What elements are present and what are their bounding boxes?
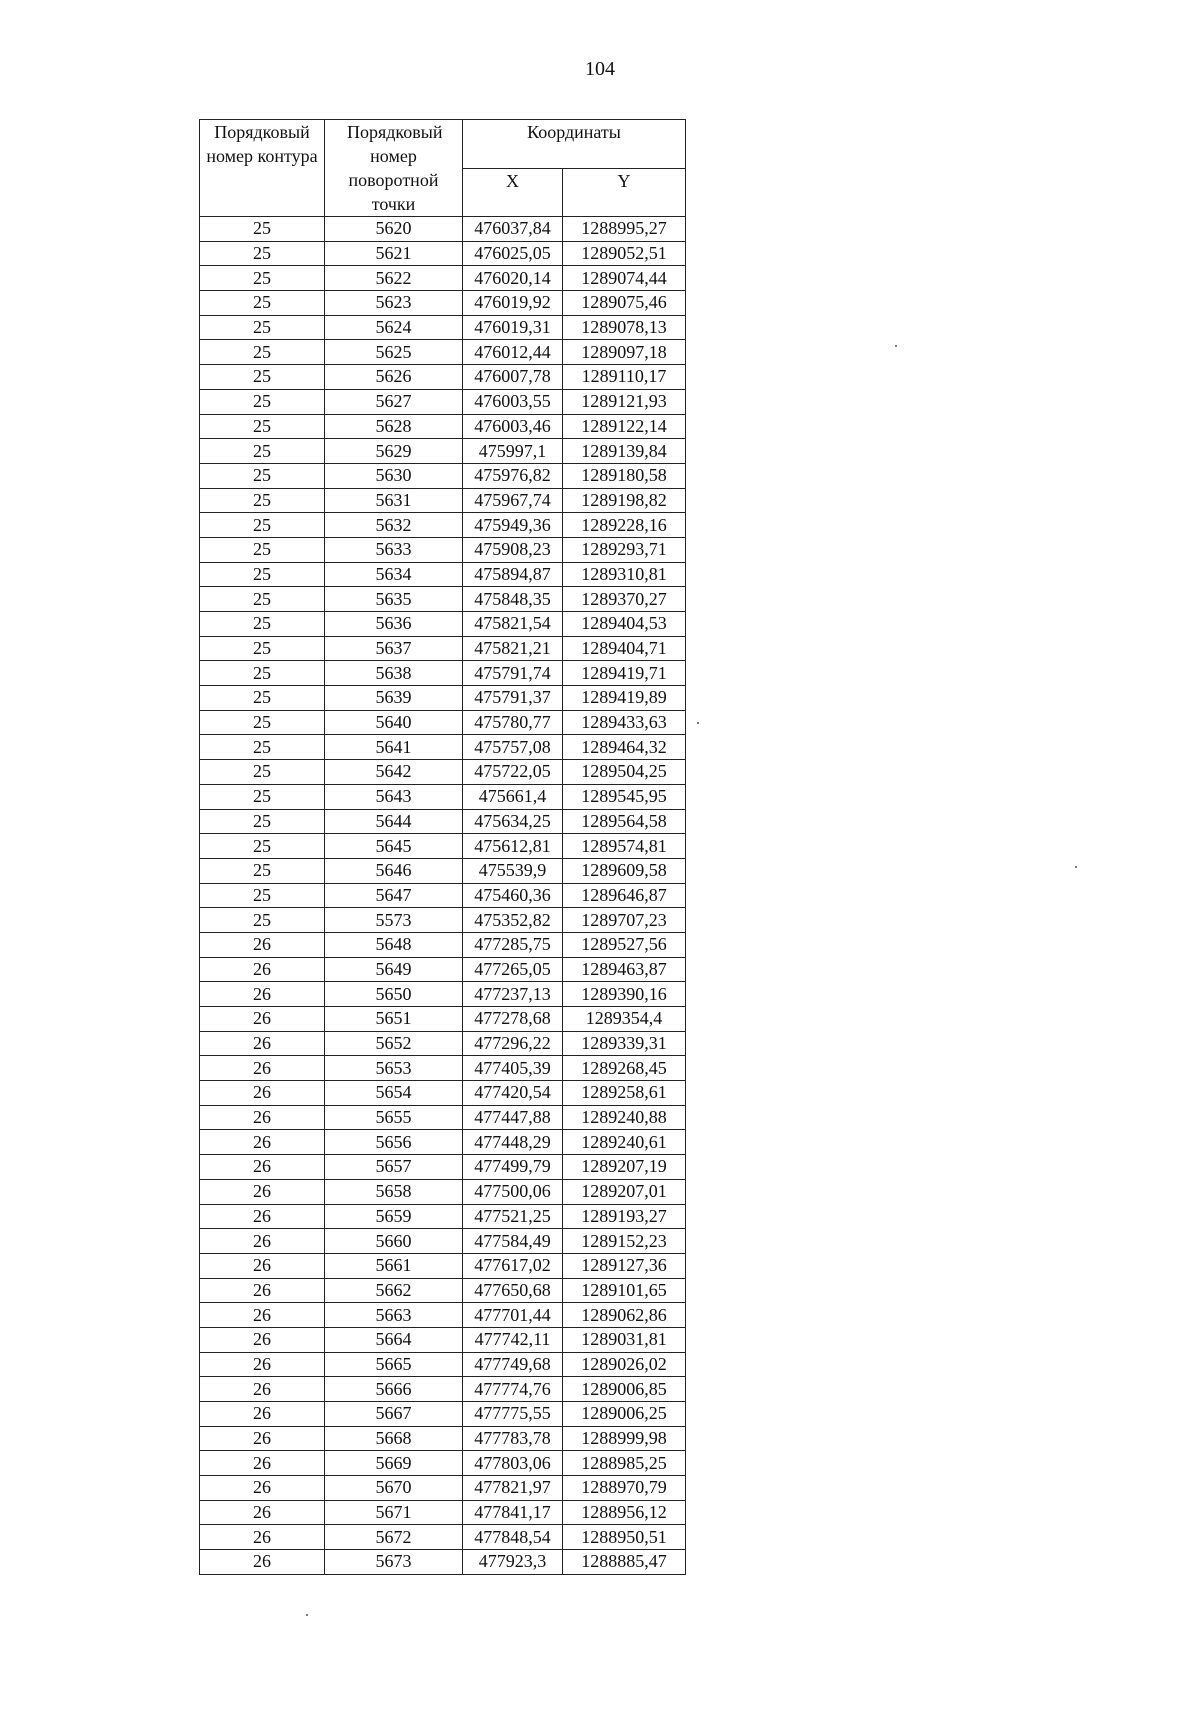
cell-x: 477237,13 — [463, 982, 563, 1007]
cell-x: 477500,06 — [463, 1179, 563, 1204]
table-row — [200, 1204, 686, 1229]
cell-x: 477296,22 — [463, 1031, 563, 1056]
cell-x: 476003,55 — [463, 389, 563, 414]
cell-y: 1289707,23 — [563, 908, 686, 933]
cell-contour: 26 — [200, 932, 325, 957]
cell-contour: 26 — [200, 957, 325, 982]
table-row — [200, 340, 686, 365]
cell-point: 5658 — [325, 1179, 463, 1204]
table-row — [200, 1130, 686, 1155]
cell-point: 5632 — [325, 513, 463, 538]
table-row — [200, 1451, 686, 1476]
cell-x: 477499,79 — [463, 1155, 563, 1180]
table-row — [200, 389, 686, 414]
cell-x: 477650,68 — [463, 1278, 563, 1303]
cell-x: 476019,31 — [463, 315, 563, 340]
scan-speck — [306, 1614, 308, 1616]
table-row — [200, 1550, 686, 1575]
cell-contour: 25 — [200, 439, 325, 464]
cell-x: 477749,68 — [463, 1352, 563, 1377]
cell-x: 475722,05 — [463, 760, 563, 785]
cell-y: 1289180,58 — [563, 463, 686, 488]
coordinates-table — [199, 119, 686, 1575]
cell-x: 475908,23 — [463, 537, 563, 562]
cell-y: 1289370,27 — [563, 587, 686, 612]
table-row — [200, 217, 686, 242]
table-row — [200, 291, 686, 316]
table-row — [200, 1105, 686, 1130]
cell-point: 5620 — [325, 217, 463, 242]
header-y: Y — [563, 168, 686, 217]
cell-y: 1289006,25 — [563, 1402, 686, 1427]
cell-x: 477742,11 — [463, 1327, 563, 1352]
cell-contour: 26 — [200, 1007, 325, 1032]
cell-point: 5656 — [325, 1130, 463, 1155]
cell-contour: 26 — [200, 1500, 325, 1525]
cell-point: 5647 — [325, 883, 463, 908]
cell-contour: 25 — [200, 735, 325, 760]
table-row — [200, 710, 686, 735]
table-row — [200, 1352, 686, 1377]
cell-contour: 25 — [200, 686, 325, 711]
table-row — [200, 1476, 686, 1501]
table-row — [200, 439, 686, 464]
cell-contour: 26 — [200, 1105, 325, 1130]
cell-point: 5622 — [325, 266, 463, 291]
cell-contour: 26 — [200, 1278, 325, 1303]
cell-contour: 25 — [200, 834, 325, 859]
cell-point: 5655 — [325, 1105, 463, 1130]
cell-contour: 26 — [200, 1056, 325, 1081]
cell-x: 477923,3 — [463, 1550, 563, 1575]
cell-point: 5626 — [325, 365, 463, 390]
cell-x: 475634,25 — [463, 809, 563, 834]
cell-point: 5623 — [325, 291, 463, 316]
cell-y: 1289419,89 — [563, 686, 686, 711]
cell-contour: 25 — [200, 315, 325, 340]
cell-x: 477701,44 — [463, 1303, 563, 1328]
cell-x: 475821,54 — [463, 612, 563, 637]
cell-x: 476019,92 — [463, 291, 563, 316]
cell-point: 5631 — [325, 488, 463, 513]
cell-x: 476020,14 — [463, 266, 563, 291]
cell-point: 5642 — [325, 760, 463, 785]
cell-point: 5651 — [325, 1007, 463, 1032]
scan-speck — [1075, 866, 1077, 868]
cell-y: 1289075,46 — [563, 291, 686, 316]
cell-x: 475539,9 — [463, 858, 563, 883]
cell-point: 5624 — [325, 315, 463, 340]
table-row — [200, 1155, 686, 1180]
cell-point: 5671 — [325, 1500, 463, 1525]
cell-point: 5630 — [325, 463, 463, 488]
cell-point: 5643 — [325, 784, 463, 809]
cell-y: 1289404,53 — [563, 612, 686, 637]
cell-y: 1289006,85 — [563, 1377, 686, 1402]
table-row — [200, 1031, 686, 1056]
cell-point: 5672 — [325, 1525, 463, 1550]
cell-x: 476007,78 — [463, 365, 563, 390]
cell-point: 5673 — [325, 1550, 463, 1575]
cell-x: 477821,97 — [463, 1476, 563, 1501]
table-row — [200, 661, 686, 686]
cell-y: 1289240,88 — [563, 1105, 686, 1130]
cell-point: 5664 — [325, 1327, 463, 1352]
cell-contour: 25 — [200, 217, 325, 242]
cell-x: 475661,4 — [463, 784, 563, 809]
cell-y: 1289074,44 — [563, 266, 686, 291]
cell-point: 5629 — [325, 439, 463, 464]
cell-point: 5635 — [325, 587, 463, 612]
cell-y: 1289390,16 — [563, 982, 686, 1007]
cell-point: 5621 — [325, 241, 463, 266]
table-row — [200, 1253, 686, 1278]
table-row — [200, 760, 686, 785]
cell-y: 1289339,31 — [563, 1031, 686, 1056]
cell-x: 477803,06 — [463, 1451, 563, 1476]
cell-contour: 25 — [200, 513, 325, 538]
table-row — [200, 414, 686, 439]
cell-point: 5638 — [325, 661, 463, 686]
cell-y: 1288956,12 — [563, 1500, 686, 1525]
cell-x: 475821,21 — [463, 636, 563, 661]
header-coordinates: Координаты — [463, 120, 686, 169]
table-header — [200, 120, 686, 217]
cell-y: 1289354,4 — [563, 1007, 686, 1032]
table-row — [200, 735, 686, 760]
table-row — [200, 513, 686, 538]
cell-contour: 25 — [200, 883, 325, 908]
table-row — [200, 315, 686, 340]
cell-y: 1289574,81 — [563, 834, 686, 859]
cell-y: 1289207,19 — [563, 1155, 686, 1180]
table-row — [200, 686, 686, 711]
cell-x: 477278,68 — [463, 1007, 563, 1032]
cell-point: 5666 — [325, 1377, 463, 1402]
cell-y: 1289026,02 — [563, 1352, 686, 1377]
cell-contour: 26 — [200, 1179, 325, 1204]
cell-y: 1289101,65 — [563, 1278, 686, 1303]
cell-y: 1289031,81 — [563, 1327, 686, 1352]
cell-point: 5641 — [325, 735, 463, 760]
table-row — [200, 834, 686, 859]
cell-contour: 26 — [200, 1303, 325, 1328]
table-row — [200, 266, 686, 291]
table-row — [200, 463, 686, 488]
cell-x: 477447,88 — [463, 1105, 563, 1130]
cell-y: 1289139,84 — [563, 439, 686, 464]
table-row — [200, 241, 686, 266]
cell-x: 477285,75 — [463, 932, 563, 957]
cell-y: 1289463,87 — [563, 957, 686, 982]
cell-point: 5652 — [325, 1031, 463, 1056]
table-row — [200, 1303, 686, 1328]
cell-point: 5639 — [325, 686, 463, 711]
cell-point: 5573 — [325, 908, 463, 933]
cell-x: 477521,25 — [463, 1204, 563, 1229]
cell-y: 1289646,87 — [563, 883, 686, 908]
table-row — [200, 636, 686, 661]
cell-x: 477448,29 — [463, 1130, 563, 1155]
cell-point: 5634 — [325, 562, 463, 587]
table-row — [200, 1179, 686, 1204]
cell-contour: 25 — [200, 587, 325, 612]
cell-x: 475757,08 — [463, 735, 563, 760]
cell-point: 5628 — [325, 414, 463, 439]
cell-contour: 25 — [200, 612, 325, 637]
cell-x: 475460,36 — [463, 883, 563, 908]
cell-point: 5645 — [325, 834, 463, 859]
table-row — [200, 1278, 686, 1303]
cell-point: 5637 — [325, 636, 463, 661]
cell-y: 1288950,51 — [563, 1525, 686, 1550]
cell-x: 475848,35 — [463, 587, 563, 612]
table-row — [200, 932, 686, 957]
cell-contour: 26 — [200, 1204, 325, 1229]
table-row — [200, 1056, 686, 1081]
cell-x: 475612,81 — [463, 834, 563, 859]
cell-contour: 26 — [200, 1229, 325, 1254]
cell-y: 1289464,32 — [563, 735, 686, 760]
table-row — [200, 1402, 686, 1427]
table-row — [200, 612, 686, 637]
cell-y: 1289207,01 — [563, 1179, 686, 1204]
table-row — [200, 365, 686, 390]
cell-y: 1289127,36 — [563, 1253, 686, 1278]
cell-contour: 26 — [200, 1253, 325, 1278]
cell-y: 1288885,47 — [563, 1550, 686, 1575]
cell-point: 5627 — [325, 389, 463, 414]
table-row — [200, 883, 686, 908]
cell-y: 1289228,16 — [563, 513, 686, 538]
cell-x: 477420,54 — [463, 1081, 563, 1106]
cell-contour: 25 — [200, 858, 325, 883]
table-row — [200, 1525, 686, 1550]
cell-contour: 25 — [200, 710, 325, 735]
cell-x: 477775,55 — [463, 1402, 563, 1427]
table-row — [200, 908, 686, 933]
cell-y: 1288970,79 — [563, 1476, 686, 1501]
table-row — [200, 1377, 686, 1402]
cell-point: 5625 — [325, 340, 463, 365]
cell-point: 5654 — [325, 1081, 463, 1106]
cell-contour: 25 — [200, 241, 325, 266]
cell-point: 5640 — [325, 710, 463, 735]
table-row — [200, 809, 686, 834]
cell-x: 475791,37 — [463, 686, 563, 711]
cell-contour: 25 — [200, 365, 325, 390]
cell-x: 477584,49 — [463, 1229, 563, 1254]
cell-contour: 25 — [200, 760, 325, 785]
cell-point: 5644 — [325, 809, 463, 834]
cell-point: 5649 — [325, 957, 463, 982]
header-x: X — [463, 168, 563, 217]
cell-point: 5633 — [325, 537, 463, 562]
table-row — [200, 957, 686, 982]
cell-y: 1289527,56 — [563, 932, 686, 957]
table-row — [200, 784, 686, 809]
cell-y: 1289078,13 — [563, 315, 686, 340]
cell-contour: 26 — [200, 1377, 325, 1402]
cell-y: 1288985,25 — [563, 1451, 686, 1476]
cell-y: 1289258,61 — [563, 1081, 686, 1106]
cell-y: 1289419,71 — [563, 661, 686, 686]
cell-y: 1289193,27 — [563, 1204, 686, 1229]
table-body — [200, 217, 686, 1575]
header-contour-number: Порядковый номер контура — [200, 120, 325, 217]
cell-point: 5646 — [325, 858, 463, 883]
cell-point: 5661 — [325, 1253, 463, 1278]
cell-point: 5669 — [325, 1451, 463, 1476]
cell-contour: 26 — [200, 1130, 325, 1155]
cell-contour: 26 — [200, 1525, 325, 1550]
cell-x: 475976,82 — [463, 463, 563, 488]
cell-contour: 26 — [200, 1155, 325, 1180]
cell-point: 5653 — [325, 1056, 463, 1081]
cell-contour: 26 — [200, 1426, 325, 1451]
cell-y: 1289564,58 — [563, 809, 686, 834]
cell-x: 475967,74 — [463, 488, 563, 513]
cell-contour: 25 — [200, 661, 325, 686]
cell-x: 477265,05 — [463, 957, 563, 982]
cell-contour: 25 — [200, 908, 325, 933]
table-row — [200, 1327, 686, 1352]
cell-point: 5657 — [325, 1155, 463, 1180]
cell-x: 477848,54 — [463, 1525, 563, 1550]
table-row — [200, 1081, 686, 1106]
table-row — [200, 587, 686, 612]
cell-point: 5663 — [325, 1303, 463, 1328]
cell-contour: 25 — [200, 266, 325, 291]
cell-contour: 25 — [200, 488, 325, 513]
cell-contour: 25 — [200, 389, 325, 414]
cell-contour: 26 — [200, 1476, 325, 1501]
cell-y: 1289293,71 — [563, 537, 686, 562]
table-row — [200, 858, 686, 883]
cell-x: 475949,36 — [463, 513, 563, 538]
cell-point: 5668 — [325, 1426, 463, 1451]
cell-x: 475894,87 — [463, 562, 563, 587]
cell-contour: 25 — [200, 636, 325, 661]
cell-x: 476037,84 — [463, 217, 563, 242]
cell-x: 475780,77 — [463, 710, 563, 735]
table-row — [200, 488, 686, 513]
scan-speck — [697, 722, 699, 724]
table-row — [200, 1500, 686, 1525]
header-point-number: Порядковый номер поворотной точки — [325, 120, 463, 217]
cell-contour: 26 — [200, 1402, 325, 1427]
cell-point: 5665 — [325, 1352, 463, 1377]
cell-y: 1289609,58 — [563, 858, 686, 883]
cell-x: 477783,78 — [463, 1426, 563, 1451]
cell-point: 5648 — [325, 932, 463, 957]
cell-contour: 26 — [200, 982, 325, 1007]
cell-contour: 26 — [200, 1352, 325, 1377]
cell-contour: 25 — [200, 784, 325, 809]
cell-y: 1288995,27 — [563, 217, 686, 242]
cell-x: 475352,82 — [463, 908, 563, 933]
table-row — [200, 537, 686, 562]
cell-x: 477841,17 — [463, 1500, 563, 1525]
cell-y: 1289052,51 — [563, 241, 686, 266]
scan-speck — [895, 345, 897, 347]
cell-x: 477774,76 — [463, 1377, 563, 1402]
cell-y: 1289110,17 — [563, 365, 686, 390]
cell-y: 1289404,71 — [563, 636, 686, 661]
cell-point: 5670 — [325, 1476, 463, 1501]
cell-y: 1289433,63 — [563, 710, 686, 735]
cell-x: 477405,39 — [463, 1056, 563, 1081]
cell-point: 5650 — [325, 982, 463, 1007]
cell-contour: 25 — [200, 340, 325, 365]
cell-y: 1289198,82 — [563, 488, 686, 513]
cell-contour: 26 — [200, 1031, 325, 1056]
table-row — [200, 982, 686, 1007]
cell-contour: 25 — [200, 463, 325, 488]
cell-x: 476025,05 — [463, 241, 563, 266]
cell-contour: 26 — [200, 1550, 325, 1575]
table-row — [200, 1426, 686, 1451]
cell-contour: 26 — [200, 1081, 325, 1106]
cell-y: 1289504,25 — [563, 760, 686, 785]
cell-y: 1289062,86 — [563, 1303, 686, 1328]
cell-point: 5659 — [325, 1204, 463, 1229]
cell-contour: 25 — [200, 291, 325, 316]
table-row — [200, 562, 686, 587]
cell-contour: 25 — [200, 562, 325, 587]
cell-contour: 26 — [200, 1327, 325, 1352]
cell-y: 1289268,45 — [563, 1056, 686, 1081]
cell-x: 475997,1 — [463, 439, 563, 464]
cell-contour: 25 — [200, 537, 325, 562]
cell-point: 5667 — [325, 1402, 463, 1427]
cell-y: 1289545,95 — [563, 784, 686, 809]
cell-y: 1289152,23 — [563, 1229, 686, 1254]
cell-x: 477617,02 — [463, 1253, 563, 1278]
cell-y: 1289310,81 — [563, 562, 686, 587]
cell-x: 476012,44 — [463, 340, 563, 365]
cell-y: 1289122,14 — [563, 414, 686, 439]
cell-contour: 25 — [200, 414, 325, 439]
cell-y: 1288999,98 — [563, 1426, 686, 1451]
cell-point: 5660 — [325, 1229, 463, 1254]
table-row — [200, 1007, 686, 1032]
cell-contour: 25 — [200, 809, 325, 834]
cell-x: 476003,46 — [463, 414, 563, 439]
cell-y: 1289121,93 — [563, 389, 686, 414]
cell-x: 475791,74 — [463, 661, 563, 686]
cell-y: 1289240,61 — [563, 1130, 686, 1155]
table-row — [200, 1229, 686, 1254]
cell-contour: 26 — [200, 1451, 325, 1476]
cell-point: 5636 — [325, 612, 463, 637]
cell-y: 1289097,18 — [563, 340, 686, 365]
cell-point: 5662 — [325, 1278, 463, 1303]
page-number: 104 — [585, 58, 615, 80]
